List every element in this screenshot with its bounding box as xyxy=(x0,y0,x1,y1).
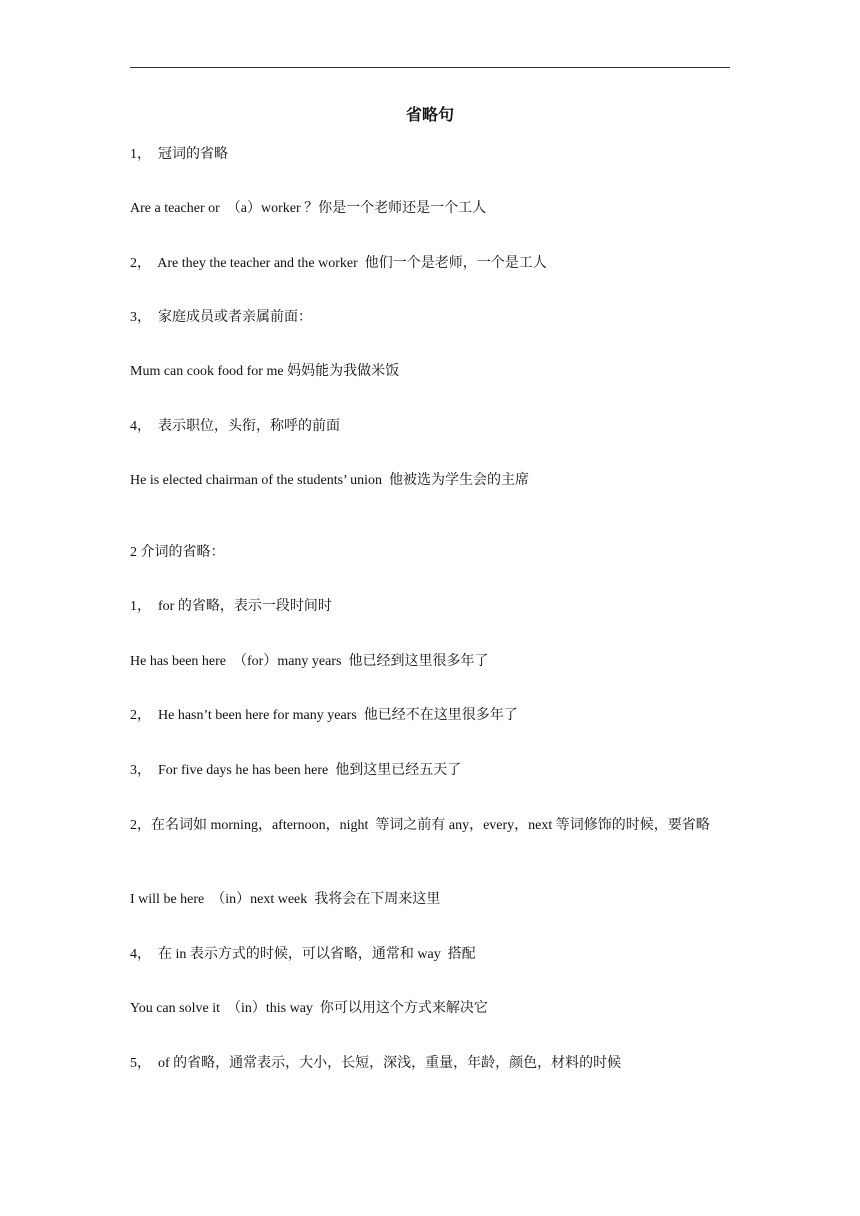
text-line: You can solve it （in）this way 你可以用这个方式来解决它 xyxy=(130,1001,488,1016)
text-line: Mum can cook food for me 妈妈能为我做米饭 xyxy=(130,364,400,379)
text-line: 4， 表示职位，头衔，称呼的前面 xyxy=(130,419,340,434)
text-line: 3， 家庭成员或者亲属前面： xyxy=(130,310,312,325)
text-line: 4， 在 in 表示方式的时候，可以省略，通常和 way 搭配 xyxy=(130,947,476,962)
text-line: 2， He hasn’t been here for many years 他已经不在这里很多年了 xyxy=(130,708,518,723)
text-line: 2，在名词如 morning，afternoon，night 等词之前有 any，every，next 等词修饰的时候，要省略 xyxy=(130,818,710,833)
text-line: 3， For five days he has been here 他到这里已经五天了 xyxy=(130,763,462,778)
text-line: He has been here （for）many years 他已经到这里很多年了 xyxy=(130,654,489,669)
text-line: He is elected chairman of the students’ union 他被选为学生会的主席 xyxy=(130,473,530,488)
text-line: I will be here （in）next week 我将会在下周来这里 xyxy=(130,892,441,907)
page-title: 省略句 xyxy=(405,107,454,124)
text-line: 5， of 的省略，通常表示，大小，长短，深浅，重量，年龄，颜色，材料的时候 xyxy=(130,1056,622,1071)
section-heading: 2 介词的省略： xyxy=(130,545,225,560)
text-line: Are a teacher or （a）worker ？你是一个老师还是一个工人 xyxy=(130,201,487,216)
text-line: 1， for 的省略，表示一段时间时 xyxy=(130,599,332,614)
text-line: 1， 冠词的省略 xyxy=(130,147,228,162)
header-rule xyxy=(130,67,730,68)
text-line: 2， Are they the teacher and the worker 他们一个是老师，一个是工人 xyxy=(130,256,547,271)
